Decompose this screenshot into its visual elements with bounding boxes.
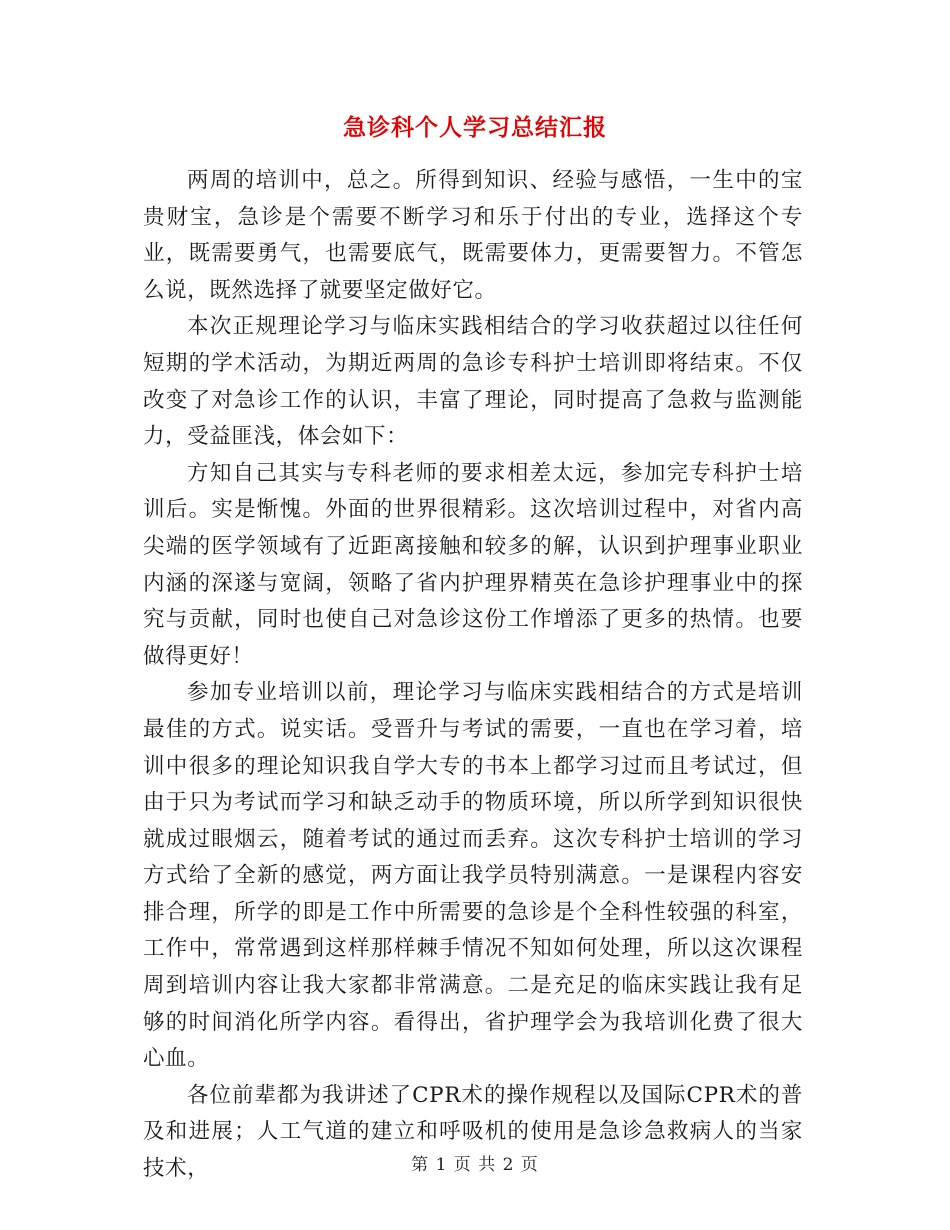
paragraph: 本次正规理论学习与临床实践相结合的学习收获超过以往任何短期的学术活动，为期近两周的急诊专科护士培训即将结束。不仅改变了对急诊工作的认识，丰富了理论，同时提高了急救与监测能力，受益匪浅，体会如下： [143, 314, 803, 450]
paragraph: 两周的培训中，总之。所得到知识、经验与感悟，一生中的宝贵财宝，急诊是个需要不断学习和乐于付出的专业，选择这个专业，既需要勇气，也需要底气，既需要体力，更需要智力。不管怎么说，既然选择了就要坚定做好它。 [143, 168, 803, 303]
page-number-footer: 第 1 页 共 2 页 [411, 1155, 539, 1175]
document-body [143, 163, 803, 1188]
document-title: 急诊科个人学习总结汇报 [343, 115, 607, 141]
paragraph: 各位前辈都为我讲述了CPR术的操作规程以及国际CPR术的普及和进展；人工气道的建立和呼吸机的使用是急诊急救病人的当家技术， [143, 1082, 803, 1182]
paragraph: 方知自己其实与专科老师的要求相差太远，参加完专科护士培训后。实是惭愧。外面的世界很精彩。这次培训过程中，对省内高尖端的医学领域有了近距离接触和较多的解，认识到护理事业职业内涵的深遂与宽阔，领略了省内护理界精英在急诊护理事业中的探究与贡献，同时也使自己对急诊这份工作增添了更多的热情。也要做得更好！ [143, 460, 803, 669]
paragraph: 参加专业培训以前，理论学习与临床实践相结合的方式是培训最佳的方式。说实话。受晋升与考试的需要，一直也在学习着，培训中很多的理论知识我自学大专的书本上都学习过而且考试过，但由于只为考试而学习和缺乏动手的物质环境，所以所学到知识很快就成过眼烟云，随着考试的通过而丢弃。这次专科护士培训的学习方式给了全新的感觉，两方面让我学员特别满意。一是课程内容安排合理，所学的即是工作中所需要的急诊是个全科性较强的科室，工作中，常常遇到这样那样棘手情况不知如何处理，所以这次课程周到培训内容让我大家都非常满意。二是充足的临床实践让我有足够的时间消化所学内容。看得出，省护理学会为我培训化费了很大心血。 [143, 680, 803, 1072]
